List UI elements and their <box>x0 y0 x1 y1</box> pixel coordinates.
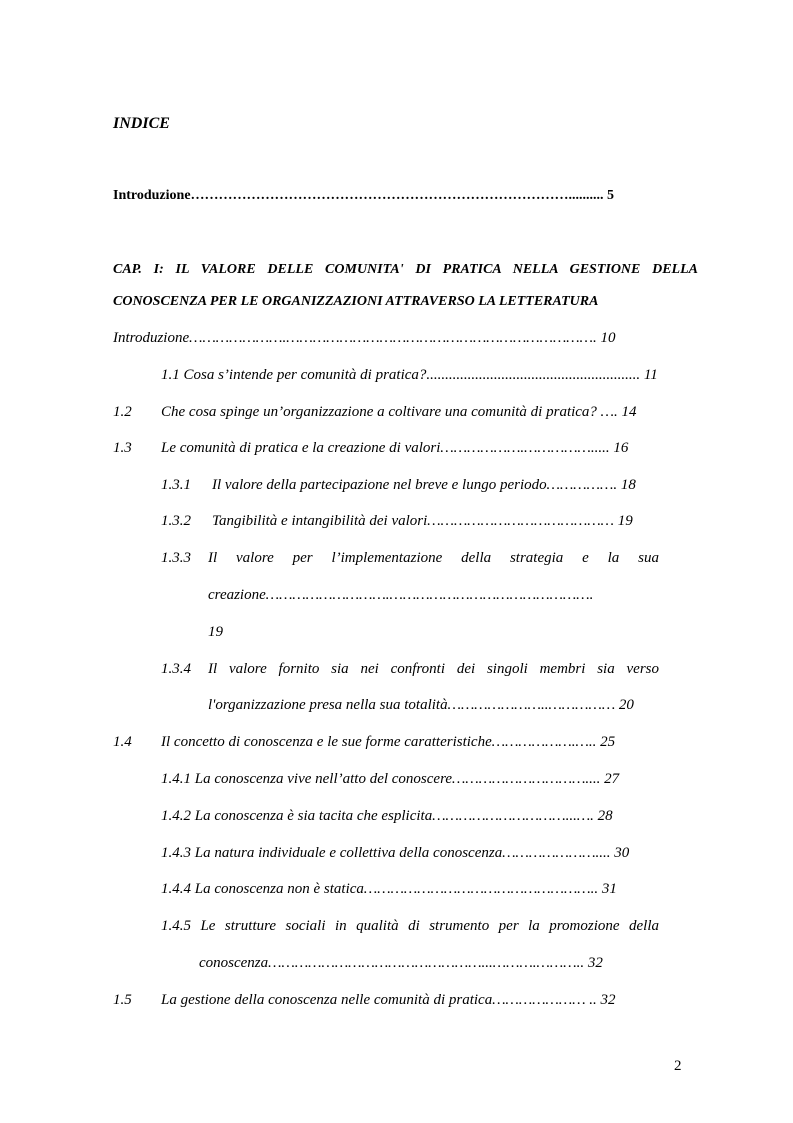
toc-num-1-5: 1.5 <box>113 992 132 1008</box>
toc-entry-1-4-4[interactable]: 1.4.4 La conoscenza non è statica…………………………………………….. 31 <box>161 881 617 897</box>
toc-entry-1-4-1[interactable]: 1.4.1 La conoscenza vive nell’atto del conoscere………………………….... 27 <box>161 771 620 787</box>
toc-num-1-3-3: 1.3.3 <box>161 550 191 566</box>
page-title: INDICE <box>113 115 170 132</box>
toc-entry-1-4-2[interactable]: 1.4.2 La conoscenza è sia tacita che esplicita…………………………...…. 28 <box>161 808 613 824</box>
toc-num-1-2: 1.2 <box>113 404 132 420</box>
chapter-title-line-2: CONOSCENZA PER LE ORGANIZZAZIONI ATTRAVERSO LA LETTERATURA <box>113 294 599 309</box>
toc-num-1-3-2: 1.3.2 <box>161 513 191 529</box>
page-number: 2 <box>674 1058 682 1074</box>
chapter-title-line-1: CAP. I: IL VALORE DELLE COMUNITA' DI PRATICA NELLA GESTIONE DELLA <box>113 262 698 277</box>
toc-entry-1-3-3[interactable]: Il valore per l’implementazione della strategia e la sua <box>208 550 659 566</box>
toc-entry-1-3-3-cont[interactable]: creazione……………………….………………………………………. <box>208 587 594 603</box>
toc-entry-1-3[interactable]: Le comunità di pratica e la creazione di valori……………….……………..... 16 <box>161 440 629 456</box>
toc-entry-1-3-1[interactable]: Il valore della partecipazione nel breve e lungo periodo……………. 18 <box>212 477 636 493</box>
entry-label: Introduzione <box>113 188 191 203</box>
toc-num-1-3-4: 1.3.4 <box>161 661 191 677</box>
toc-entry-1-3-4[interactable]: Il valore fornito sia nei confronti dei singoli membri sia verso <box>208 661 659 677</box>
toc-entry-introduzione[interactable] <box>113 188 614 204</box>
toc-num-1-4: 1.4 <box>113 734 132 750</box>
toc-num-1-3-1: 1.3.1 <box>161 477 191 493</box>
toc-entry-1-1[interactable]: 1.1 Cosa s’intende per comunità di pratica?......................................................... 11 <box>161 367 658 383</box>
dot-leader: ……………………………………………………………………….......... <box>190 188 604 203</box>
toc-entry-1-4-5-cont[interactable]: conoscenza…………………………………………...……….……….. 32 <box>199 955 603 971</box>
toc-page-1-3-3: 19 <box>208 624 223 640</box>
toc-entry-1-2[interactable]: Che cosa spinge un’organizzazione a coltivare una comunità di pratica? …. 14 <box>161 404 637 420</box>
toc-entry-1-3-2[interactable]: Tangibilità e intangibilità dei valori…………………………………… 19 <box>212 513 633 529</box>
toc-entry-1-3-4-cont[interactable]: l'organizzazione presa nella sua totalità…………………..…………… 20 <box>208 697 634 713</box>
toc-entry-1-4-5[interactable]: 1.4.5 Le strutture sociali in qualità di strumento per la promozione della <box>161 918 659 934</box>
toc-num-1-3: 1.3 <box>113 440 132 456</box>
toc-entry-1-4-3[interactable]: 1.4.3 La natura individuale e collettiva della conoscenza………………….... 30 <box>161 845 630 861</box>
page-ref: 5 <box>607 188 615 203</box>
toc-entry-chapter-intro[interactable]: Introduzione………………….……………………………………………………………. 10 <box>113 330 616 346</box>
toc-entry-1-5[interactable]: La gestione della conoscenza nelle comunità di pratica………………… .. 32 <box>161 992 616 1008</box>
toc-entry-1-4[interactable]: Il concetto di conoscenza e le sue forme caratteristiche……………….….. 25 <box>161 734 616 750</box>
